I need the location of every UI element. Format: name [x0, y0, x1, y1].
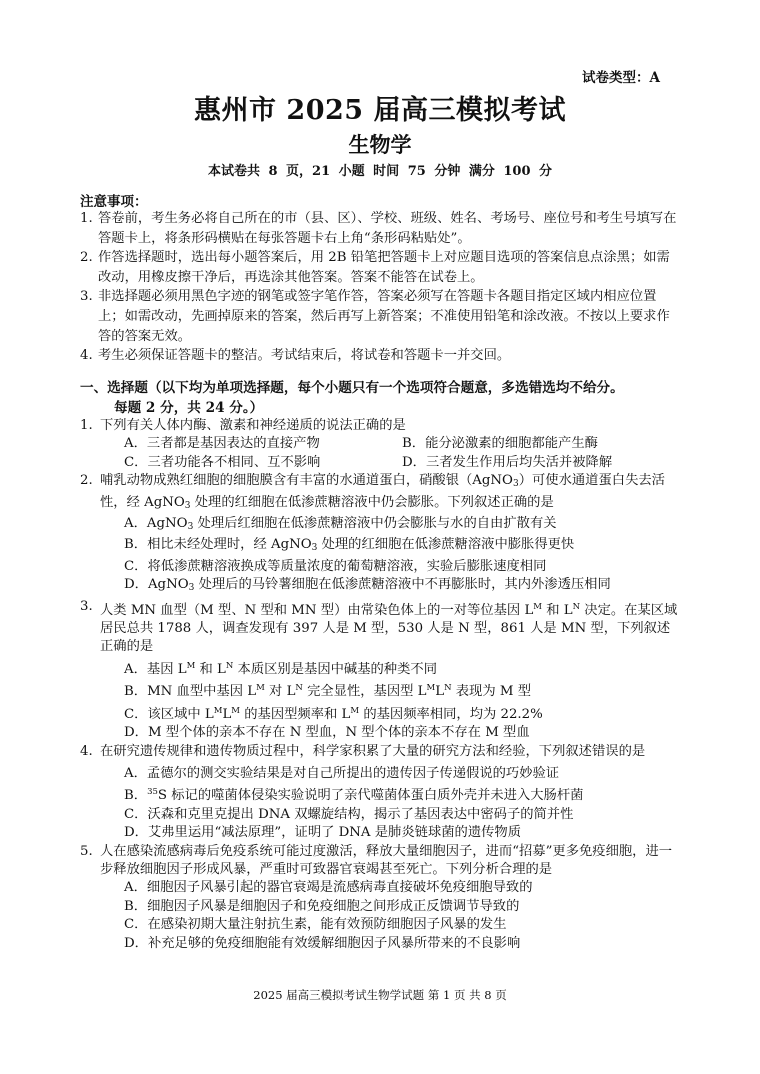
question-3: [80, 598, 680, 743]
question-number: 3.: [80, 598, 93, 614]
page-footer: 2025 届高三模拟考试生物学试题 第 1 页 共 8 页: [253, 988, 507, 1002]
question-1: [80, 417, 680, 472]
note-item: [80, 287, 680, 346]
option-b: B．细胞因子风暴是细胞因子和免疫细胞之间形成正反馈调节导致的: [124, 898, 520, 914]
question-number: 2.: [80, 473, 93, 489]
option-d: D．三者发生作用后均失活并被降解: [402, 454, 613, 470]
option-d: D．艾弗里运用“减法原理”，证明了 DNA 是肺炎链球菌的遗传物质: [124, 825, 522, 841]
option-b: B．相比未经处理时，经 AgNO$_3$ 处理的红细胞在低渗蔗糖溶液中膨胀得更快: [124, 537, 575, 554]
option-list: [100, 765, 680, 843]
option-a: A．孟德尔的测交实验结果是对自己所提出的遗传因子传递假说的巧妙验证: [124, 765, 560, 781]
option-list: [100, 435, 680, 472]
question-4: [80, 743, 680, 843]
question-stem: 在研究遗传规律和遗传物质过程中，科学家积累了大量的研究方法和经验，下列叙述错误的是: [100, 743, 646, 759]
question-stem: 人在感染流感病毒后免疫系统可能过度激活，释放大量细胞因子，进而“招募”更多免疫细胞，进一步释放细胞因子形成风暴，严重时可致器官衰竭甚至死亡。下列分析合理的是: [100, 843, 673, 877]
question-number: 1.: [80, 418, 93, 433]
option-list: [100, 879, 680, 953]
option-c: C．三者功能各不相同、互不影响: [124, 454, 321, 470]
option-c: C．在感染初期大量注射抗生素，能有效预防细胞因子风暴的发生: [124, 917, 507, 933]
option-c: C．沃森和克里克提出 DNA 双螺旋结构，揭示了基因表达中密码子的简并性: [124, 806, 574, 822]
question-5: [80, 843, 680, 953]
option-c: C．将低渗蔗糖溶液换成等质量浓度的葡萄糖溶液，实验后膨胀速度相同: [124, 558, 547, 574]
notes-list: [80, 209, 680, 366]
question-stem: 哺乳动物成熟红细胞的细胞膜含有丰富的水通道蛋白，硝酸银（AgNO$_3$）可使水通道蛋白失去活性，经 AgNO$_3$ 处理的红细胞在低渗蔗糖溶液中仍会膨胀。下列叙述正确的是: [100, 473, 665, 511]
note-item: [80, 346, 680, 366]
notes-heading: 注意事项：: [80, 194, 148, 210]
paper-type-label: 试卷类型：A: [582, 70, 660, 86]
option-list: [100, 515, 680, 598]
exam-title: 惠州市 2025 届高三模拟考试: [194, 95, 566, 126]
note-item: [80, 209, 680, 248]
note-text: 答卷前，考生务必将自己所在的市（县、区）、学校、班级、姓名、考场号、座位号和考生号填写在答题卡上，将条形码横贴在每张答题卡右上角“条形码粘贴处”。: [98, 211, 677, 246]
option-a: A．基因 $L^M$ 和 $L^N$ 本质区别是基因中碱基的种类不同: [124, 660, 437, 677]
section-title-line-2: 每题 2 分，共 24 分。）: [114, 400, 264, 416]
option-a: A．三者都是基因表达的直接产物: [124, 436, 320, 452]
option-a: A．AgNO$_3$ 处理后红细胞在低渗蔗糖溶液中仍会膨胀与水的自由扩散有关: [124, 516, 557, 533]
option-c: C．该区域中 $L^ML^M$ 的基因型频率和 $L^M$ 的基因频率相同，均为 22.2%: [124, 705, 543, 722]
option-d: D．补充足够的免疫细胞能有效缓解细胞因子风暴所带来的不良影响: [124, 935, 521, 951]
note-text: 考生必须保证答题卡的整洁。考试结束后，将试卷和答题卡一并交回。: [98, 348, 511, 364]
option-d: D．AgNO$_3$ 处理后的马铃薯细胞在低渗蔗糖溶液中不再膨胀时，其内外渗透压相同: [124, 577, 611, 594]
section-title: [80, 378, 680, 418]
note-number: 2.: [80, 250, 93, 266]
question-2: [80, 472, 680, 597]
option-b: B．MN 血型中基因 $L^M$ 对 $L^N$ 完全显性，基因型 $L^ML^N$ 表现为 M 型: [124, 683, 531, 700]
note-text: 非选择题必须用黑色字迹的钢笔或签字笔作答，答案必须写在答题卡各题目指定区域内相应位置上；如需改动，先画掉原来的答案，然后再写上新答案；不准使用铅笔和涂改液。不按以上要求作答的答案无效。: [98, 289, 670, 344]
note-number: 3.: [80, 289, 93, 305]
question-list: [80, 417, 680, 953]
option-d: D．M 型个体的亲本不存在 N 型血，N 型个体的亲本不存在 M 型血: [124, 725, 530, 741]
option-a: A．细胞因子风暴引起的器官衰竭是流感病毒直接破坏免疫细胞导致的: [124, 880, 533, 896]
subject-title: 生物学: [348, 132, 412, 157]
option-b: B．能分泌激素的细胞都能产生酶: [402, 436, 598, 452]
section-title-line-1: 一、选择题（以下均为单项选择题，每个小题只有一个选项符合题意，多选错选均不给分。: [80, 380, 624, 396]
question-stem: 下列有关人体内酶、激素和神经递质的说法正确的是: [100, 418, 406, 433]
note-number: 1.: [80, 211, 93, 226]
option-b: B．$^{35}$S 标记的噬菌体侵染实验说明了亲代噬菌体蛋白质外壳并未进入大肠杆菌: [124, 787, 584, 804]
question-number: 5.: [80, 843, 93, 859]
question-stem: 人类 MN 血型（M 型、N 型和 MN 型）由常染色体上的一对等位基因 $L^M$ 和 $L^N$ 决定。在某区域居民总共 1788 人，调查发现有 397 人是 M 型，530 人是 N 型，861 人是 MN 型，下列叙述正确的是: [100, 601, 678, 655]
option-list: [100, 657, 680, 743]
question-number: 4.: [80, 743, 93, 759]
exam-info: 本试卷共 8 页，21 小题 时间 75 分钟 满分 100 分: [207, 164, 553, 179]
note-text: 作答选择题时，选出每小题答案后，用 2B 铅笔把答题卡上对应题目选项的答案信息点涂黑；如需改动，用橡皮擦干净后，再选涂其他答案。答案不能答在试卷上。: [98, 250, 670, 285]
note-number: 4.: [80, 348, 93, 364]
note-item: [80, 248, 680, 287]
